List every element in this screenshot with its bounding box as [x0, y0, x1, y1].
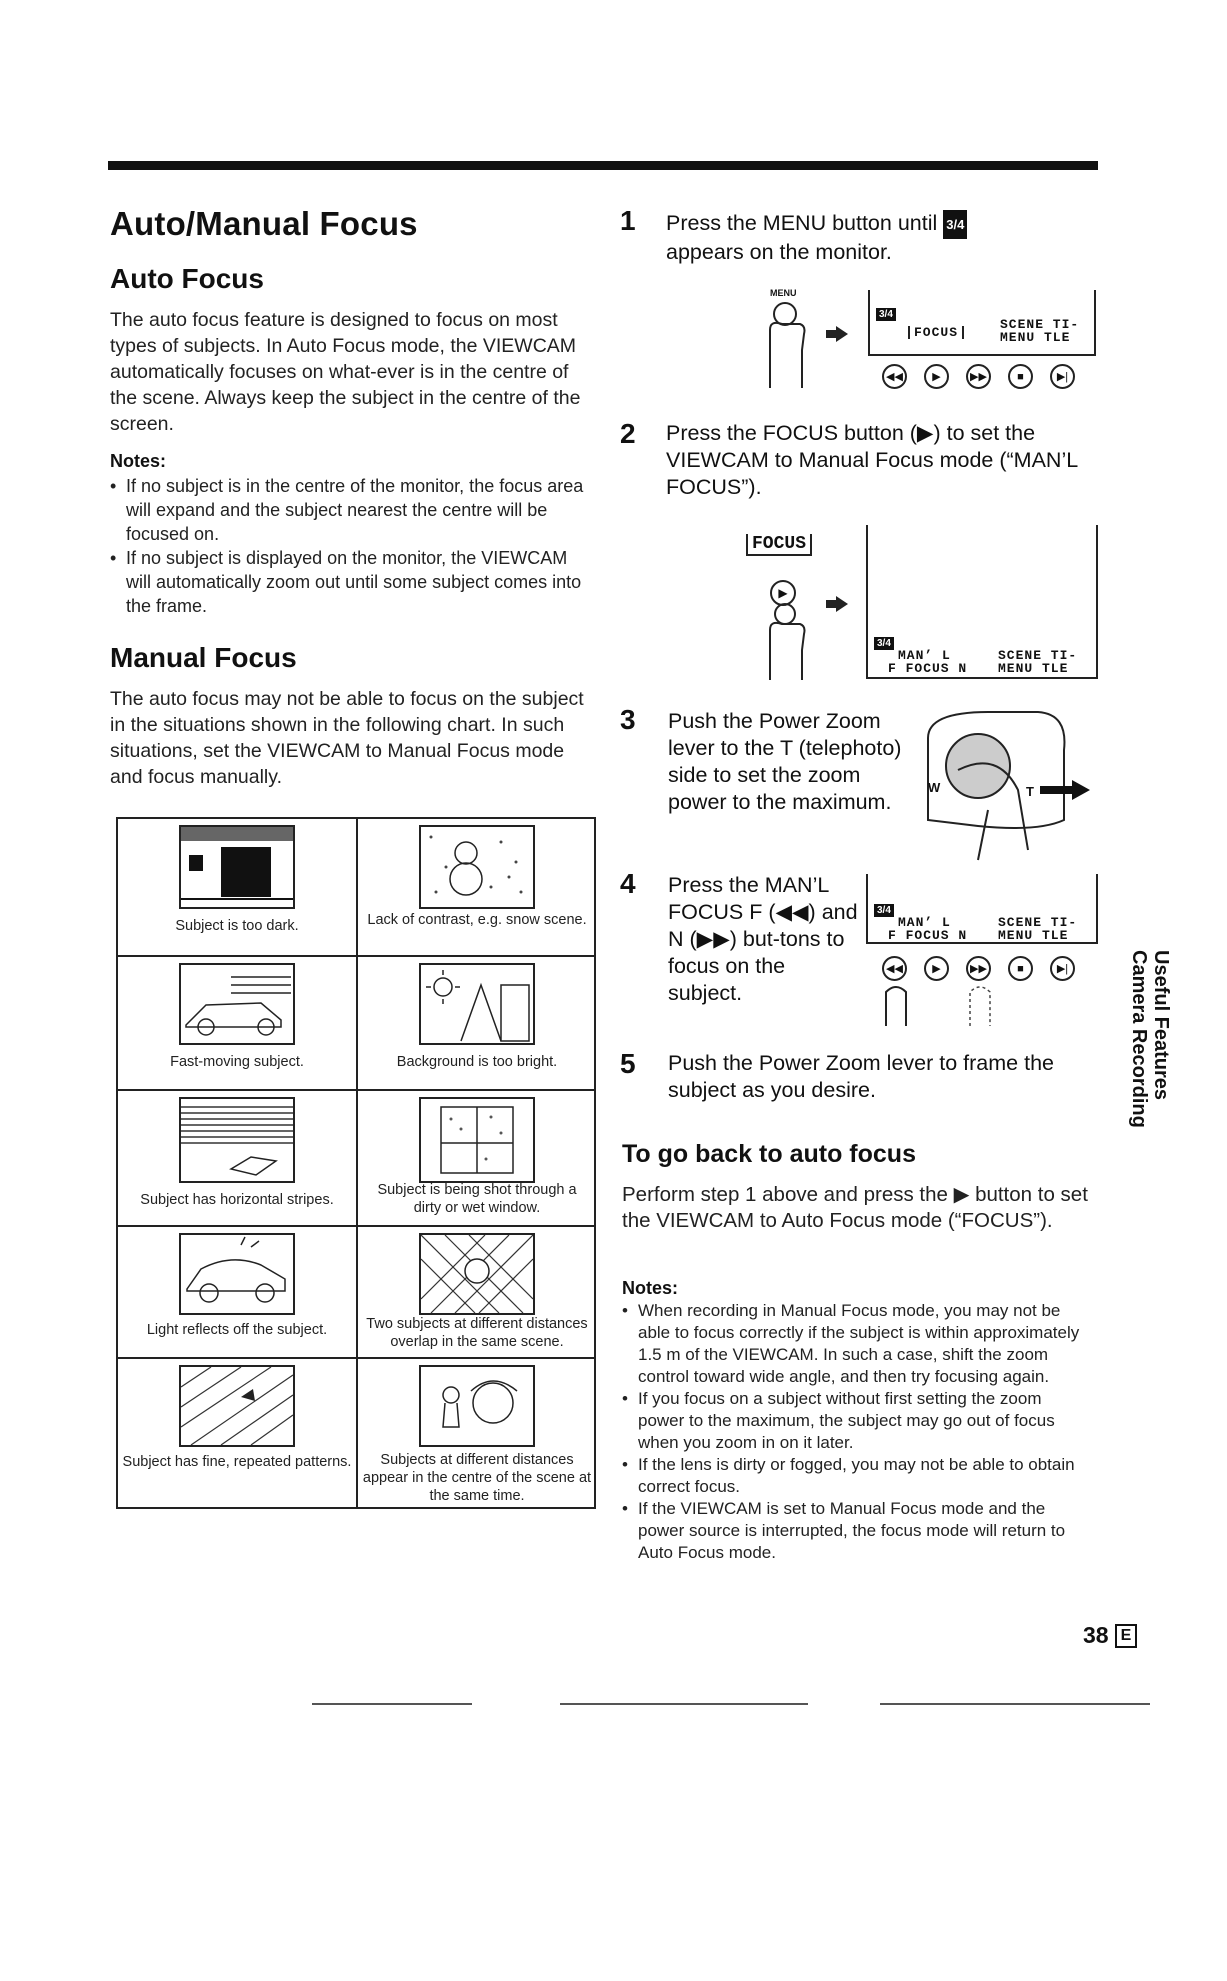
- f-focus-n-label: F FOCUS N: [888, 928, 968, 943]
- scene-title-label: SCENE TI-: [998, 648, 1078, 663]
- back-to-auto-notes: [622, 1300, 1092, 1564]
- page-badge: 3/4: [876, 308, 896, 321]
- chart-caption: Subject is too dark.: [175, 918, 299, 934]
- auto-focus-heading: Auto Focus: [110, 263, 264, 294]
- monitor-display-auto: [868, 290, 1096, 356]
- chart-cell: [358, 819, 596, 955]
- finger-icon: [762, 300, 812, 390]
- step-number: 4: [620, 868, 636, 899]
- multiple-distances-illustration: [419, 1365, 535, 1447]
- fine-pattern-illustration: [179, 1365, 295, 1447]
- manl-label: MAN’ L: [898, 648, 951, 663]
- back-to-auto-body: Perform step 1 above and press the ▶ button to set the VIEWCAM to Auto Focus mode (“FOCUS”).: [622, 1183, 1088, 1232]
- step-number: 2: [620, 418, 636, 449]
- scene-title-menu-label: [1000, 318, 1096, 344]
- auto-focus-notes-label: Notes:: [110, 451, 167, 471]
- rewind-button[interactable]: ◀◀: [882, 364, 907, 389]
- page-badge: 3/4: [874, 637, 894, 650]
- page-number: [1083, 1622, 1137, 1649]
- bottom-rule: [880, 1703, 1150, 1705]
- step-2-text: Press the FOCUS button (▶) to set the VIEWCAM to Manual Focus mode (“MAN’L FOCUS”).: [666, 421, 1078, 499]
- side-tab-line-2: Camera Recording: [1128, 950, 1150, 1128]
- dark-room-illustration: [179, 825, 295, 909]
- step-5-text: Push the Power Zoom lever to frame the subject as you desire.: [668, 1051, 1054, 1102]
- zoom-lever-illustration: [918, 710, 1098, 870]
- step-number: 1: [620, 205, 636, 236]
- scene-title-menu-label: [998, 916, 1098, 942]
- chart-caption: Two subjects at different distances overlap in the same scene.: [366, 1316, 588, 1350]
- monitor-display-manual-adjust: [866, 874, 1098, 944]
- monitor-display-manual: [866, 525, 1098, 679]
- chart-cell: [118, 1359, 356, 1509]
- chart-cell: [358, 1359, 596, 1509]
- back-to-auto-note: • If you focus on a subject without first setting the zoom power to the maximum, the subject may go out of focus when you zoom in on it later.: [622, 1388, 1092, 1454]
- wet-window-illustration: [419, 1097, 535, 1183]
- auto-focus-notes: [110, 474, 585, 618]
- step-3-text: Push the Power Zoom lever to the T (telephoto) side to set the zoom power to the maximum.: [668, 709, 902, 814]
- difficult-subjects-chart: [116, 817, 596, 1509]
- step-number: 5: [620, 1048, 636, 1079]
- focus-far-button[interactable]: ◀◀: [882, 956, 907, 981]
- back-to-auto-note: • If the lens is dirty or fogged, you may not be able to obtain correct focus.: [622, 1454, 1092, 1498]
- left-column: [110, 205, 585, 790]
- side-tab-text: [1128, 950, 1172, 1128]
- menu-tle-label: MENU TLE: [998, 928, 1069, 943]
- side-tab-line-1: Useful Features: [1150, 950, 1172, 1101]
- finger-icon: [762, 602, 812, 682]
- scene-title-label: SCENE TI-: [1000, 317, 1080, 332]
- back-to-auto-notes-label: Notes:: [622, 1278, 679, 1298]
- chart-cell: [118, 957, 356, 1089]
- stop-button[interactable]: ■: [1008, 956, 1033, 981]
- menu-page-badge: 3/4: [943, 210, 967, 239]
- fast-car-illustration: [179, 963, 295, 1045]
- snowman-illustration: [419, 825, 535, 909]
- arrow-right-icon: [826, 596, 848, 612]
- play-button[interactable]: ▶: [924, 956, 949, 981]
- step-4-text: Press the MAN’L FOCUS F (◀◀) and N (▶▶) but-tons to focus on the subject.: [668, 873, 858, 1005]
- chart-caption: Light reflects off the subject.: [146, 1322, 328, 1338]
- focus-near-button[interactable]: ▶▶: [966, 956, 991, 981]
- scene-title-label: SCENE TI-: [998, 915, 1078, 930]
- manl-label: MAN’ L: [898, 915, 951, 930]
- chart-cell: [118, 1227, 356, 1357]
- bright-background-illustration: [419, 963, 535, 1045]
- manual-focus-menu-label: [888, 649, 967, 675]
- page-title: Auto/Manual Focus: [110, 205, 418, 242]
- chart-caption: Fast-moving subject.: [170, 1054, 304, 1070]
- step-1-text: [666, 210, 1096, 266]
- menu-button-row: [882, 364, 1075, 389]
- bottom-rule: [560, 1703, 808, 1705]
- zoom-w-label: W: [928, 780, 941, 795]
- chart-caption: Subject has fine, repeated patterns.: [122, 1454, 352, 1470]
- menu-label: MENU: [770, 288, 797, 298]
- chart-caption: Subjects at different distances appear in the centre of the scene at the same time.: [362, 1452, 592, 1504]
- manual-focus-body: The auto focus may not be able to focus on the subject in the situations shown in the following chart. In such situations, set the VIEWCAM to Manual Focus mode and focus manually.: [110, 688, 584, 788]
- arrow-right-icon: [826, 326, 848, 342]
- frame-button[interactable]: ▶|: [1050, 956, 1075, 981]
- chart-cell: [358, 957, 596, 1089]
- focus-button[interactable]: ▶: [770, 580, 796, 606]
- top-rule: [108, 161, 1098, 170]
- page-number-value: 38: [1083, 1622, 1109, 1648]
- focus-menu-label: FOCUS: [908, 326, 964, 339]
- menu-tle-label: MENU TLE: [1000, 330, 1071, 345]
- chart-cell: [118, 1091, 356, 1225]
- back-to-auto-note: • When recording in Manual Focus mode, you may not be able to focus correctly if the subject is within approximately 1.5 m of the VIEWCAM. In such a case, shift the zoom control toward wide angle, and then try focusing again.: [622, 1300, 1092, 1388]
- scene-title-menu-label: [998, 649, 1098, 675]
- section-side-tab: [1110, 950, 1190, 1150]
- manual-focus-menu-label: [888, 916, 967, 942]
- chart-caption: Subject is being shot through a dirty or wet window.: [377, 1182, 577, 1216]
- chart-cell: [118, 819, 356, 955]
- fast-forward-button[interactable]: ▶▶: [966, 364, 991, 389]
- page-badge: 3/4: [874, 904, 894, 917]
- overlap-fence-illustration: [419, 1233, 535, 1315]
- step-text: appears on the monitor.: [666, 240, 892, 264]
- auto-focus-note: • If no subject is in the centre of the monitor, the focus area will expand and the subject nearest the centre will be focused on.: [110, 474, 585, 546]
- play-button[interactable]: ▶: [924, 364, 949, 389]
- striped-wall-illustration: [179, 1097, 295, 1183]
- focus-button-label: FOCUS: [746, 534, 812, 556]
- step-number: 3: [620, 704, 636, 735]
- chart-cell: [358, 1227, 596, 1357]
- frame-button[interactable]: ▶|: [1050, 364, 1075, 389]
- chart-caption: Lack of contrast, e.g. snow scene.: [367, 912, 587, 928]
- back-to-auto-note: • If the VIEWCAM is set to Manual Focus mode and the power source is interrupted, the focus mode will return to Auto Focus mode.: [622, 1498, 1092, 1564]
- zoom-t-label: T: [1026, 784, 1034, 799]
- language-badge: E: [1115, 1624, 1138, 1648]
- stop-button[interactable]: ■: [1008, 364, 1033, 389]
- chart-cell: [358, 1091, 596, 1225]
- step-text: Press the MENU button until: [666, 211, 938, 236]
- menu-tle-label: MENU TLE: [998, 661, 1069, 676]
- auto-focus-body: The auto focus feature is designed to focus on most types of subjects. In Auto Focus mode, the VIEWCAM automatically focuses on what-ever is in the centre of the scene. Always keep the subject in the centre of the screen.: [110, 309, 581, 435]
- chart-caption: Subject has horizontal stripes.: [140, 1192, 334, 1208]
- back-to-auto-heading: To go back to auto focus: [622, 1140, 916, 1168]
- f-focus-n-label: F FOCUS N: [888, 661, 968, 676]
- manual-focus-heading: Manual Focus: [110, 642, 297, 673]
- auto-focus-note: • If no subject is displayed on the monitor, the VIEWCAM will automatically zoom out until some subject comes into the frame.: [110, 546, 585, 618]
- reflective-car-illustration: [179, 1233, 295, 1315]
- fingers-icon: [882, 978, 1002, 1028]
- bottom-rule: [312, 1703, 472, 1705]
- chart-caption: Background is too bright.: [396, 1054, 558, 1070]
